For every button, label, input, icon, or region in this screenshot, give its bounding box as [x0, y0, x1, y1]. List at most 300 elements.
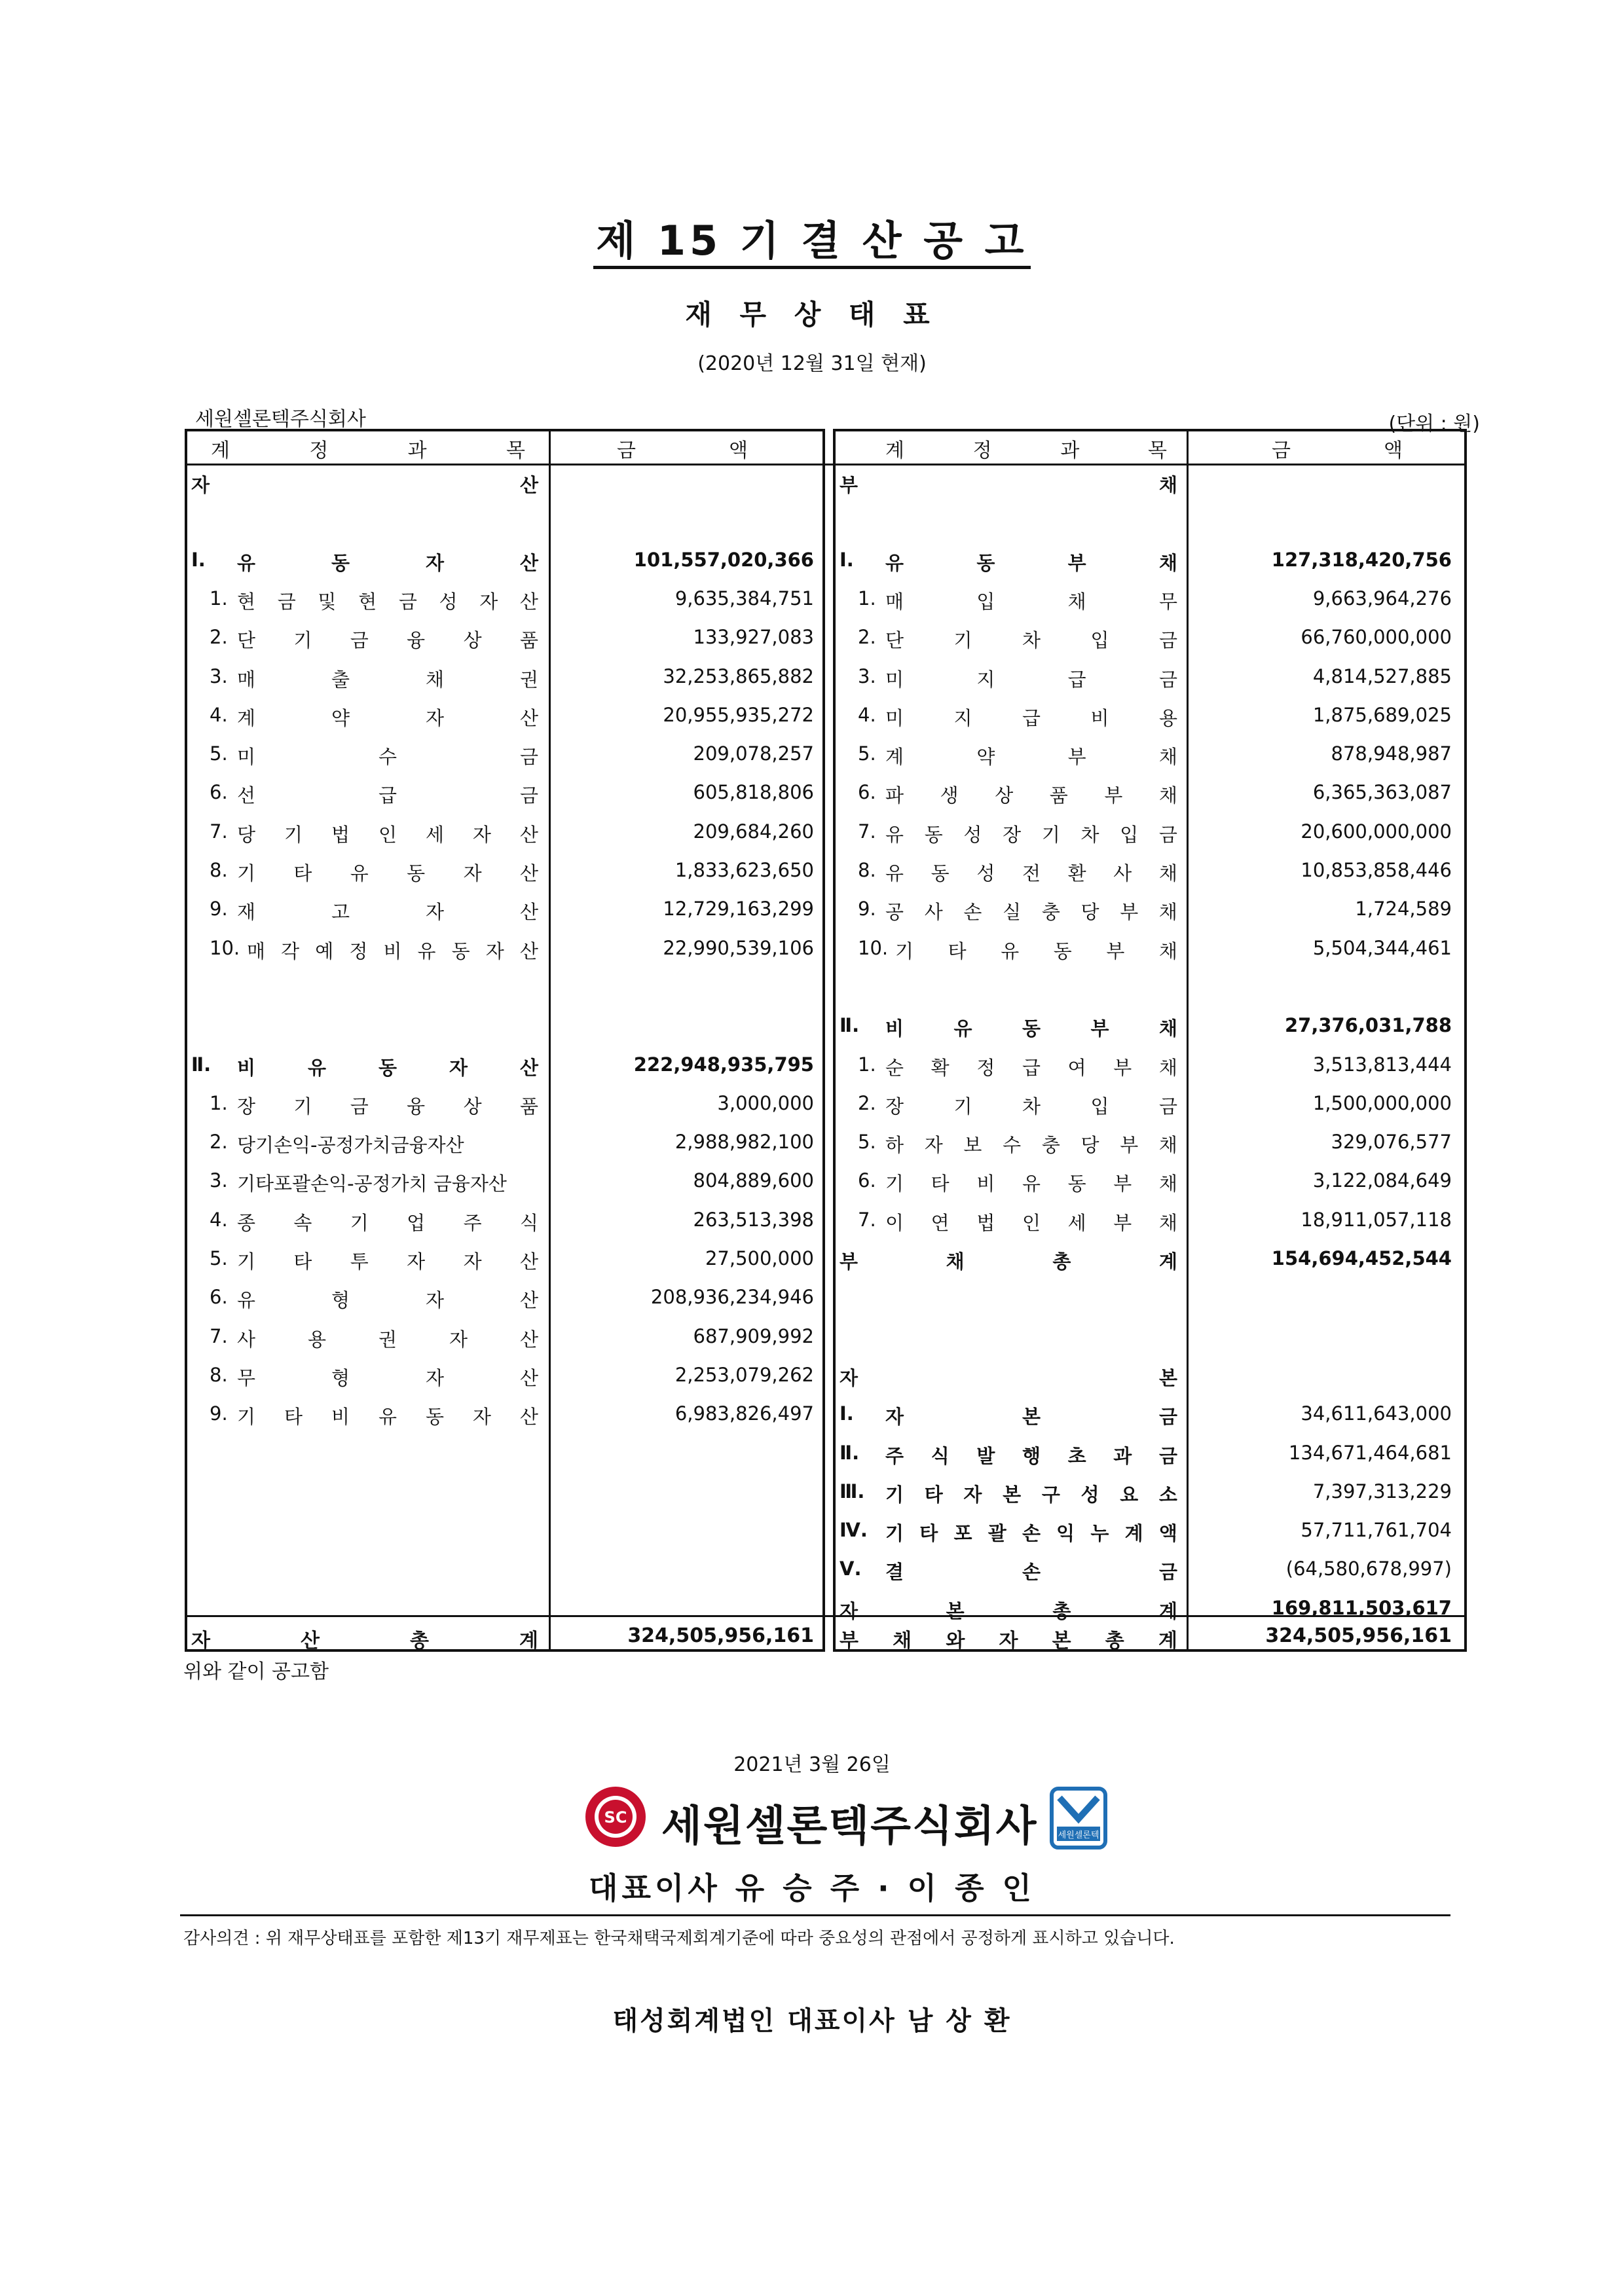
row-index: 7.	[858, 1208, 876, 1231]
label-char: 단	[237, 629, 256, 652]
row-index: Ⅳ.	[840, 1519, 868, 1542]
label-char: 기	[237, 1406, 256, 1429]
label-char: 기	[237, 1250, 256, 1273]
label-char: 인	[1022, 1211, 1041, 1234]
label-char: 산	[519, 1406, 538, 1429]
label-char: 동	[1022, 1017, 1041, 1040]
label-char: 상	[995, 784, 1014, 807]
amount-value: 12,729,163,299	[663, 898, 814, 920]
label-char: 비	[1090, 706, 1109, 729]
row-index: 5.	[210, 1247, 228, 1269]
label-char: 정	[349, 939, 368, 962]
account-label	[885, 626, 1177, 653]
row-index: 8.	[858, 859, 876, 881]
label-char: 융	[407, 629, 426, 652]
total-assets-label-text	[191, 1624, 538, 1653]
total-liab-equity-amount: 324,505,956,161	[1265, 1624, 1452, 1647]
label-char: 파	[885, 784, 904, 807]
row-index: Ⅱ.	[840, 1014, 860, 1037]
amount-value: 1,833,623,650	[674, 859, 814, 881]
label-char: 구	[1041, 1483, 1060, 1506]
label-char: 무	[237, 1366, 256, 1389]
amount-value: 6,983,826,497	[674, 1402, 814, 1425]
label-char: 타	[284, 1406, 303, 1429]
label-char: 확	[931, 1056, 950, 1079]
amount-value: 20,600,000,000	[1301, 820, 1452, 843]
account-label	[237, 1402, 538, 1429]
label-char: 사	[1113, 862, 1132, 884]
account-label	[247, 937, 538, 964]
amount-value: 32,253,865,882	[663, 665, 814, 687]
label-char: 자	[840, 1599, 858, 1622]
label-char: 매	[237, 668, 256, 691]
account-label	[237, 1169, 538, 1196]
label-char: 공	[885, 901, 904, 924]
account-label	[885, 1519, 1177, 1546]
row-index: 7.	[210, 1324, 228, 1347]
label-char: 괄	[987, 1522, 1006, 1545]
header-rule	[185, 464, 1467, 465]
label-char: 동	[924, 823, 943, 846]
label-char: 금	[1158, 1561, 1177, 1584]
label-char: 계	[1158, 1250, 1177, 1273]
audit-opinion: 감사의견 : 위 재무상태표를 포함한 제13기 재무제표는 한국채택국제회계기준에 따라 중요성의 관점에서 공정하게 표시하고 있습니다.	[183, 1929, 1175, 1948]
label-char: 입	[1120, 823, 1139, 846]
announcement-note: 위와 같이 공고함	[183, 1660, 329, 1683]
account-label	[237, 781, 538, 808]
row-index: 4.	[210, 703, 228, 726]
label-char: 차	[1022, 1095, 1041, 1118]
amount-value: 20,955,935,272	[663, 703, 814, 726]
statement-title: 재 무 상 태 표	[685, 299, 939, 331]
label-char: 약	[331, 706, 350, 729]
balance-sheet-table	[185, 429, 1467, 1652]
row-index: 10.	[858, 936, 889, 959]
label-char: 산	[519, 590, 538, 613]
account-label	[885, 859, 1177, 886]
label-char: 채	[425, 668, 444, 691]
label-char: 타	[293, 1250, 312, 1273]
label-char: 동	[407, 862, 426, 884]
label-char: 주	[885, 1444, 904, 1467]
label-char: 금	[519, 746, 538, 769]
label-char: 자	[463, 1250, 482, 1273]
left-col-amount-header: 금 액	[617, 439, 748, 462]
label-char: 기	[953, 629, 972, 652]
label-char: 행	[1022, 1444, 1041, 1467]
label-char: 충	[1041, 901, 1060, 924]
label-char: 입	[976, 590, 995, 613]
row-index: 4.	[210, 1208, 228, 1231]
label-char: 채	[1158, 1173, 1177, 1195]
label-char: 부	[1067, 551, 1086, 574]
amount-value: 1,500,000,000	[1312, 1091, 1452, 1114]
label-char: 채	[1158, 939, 1177, 962]
label-char: 동	[331, 551, 350, 574]
label-char: 자	[425, 901, 444, 924]
label-char: 채	[1158, 551, 1177, 574]
label-char: 계	[885, 746, 904, 769]
label-char: 성	[976, 862, 995, 884]
label-char: 자	[963, 1483, 982, 1506]
label-char: 채	[1158, 1211, 1177, 1234]
amount-value: 2,253,079,262	[674, 1363, 814, 1386]
amount-value: 9,635,384,751	[674, 587, 814, 610]
label-char: 금	[1158, 629, 1177, 652]
label-char: 부	[1106, 939, 1125, 962]
account-label	[885, 1092, 1177, 1119]
label-char: 자	[999, 1630, 1018, 1652]
account-label	[237, 1053, 538, 1080]
label-char: 산	[519, 1056, 538, 1079]
label-char: 자	[472, 1406, 491, 1429]
label-text: 기타포괄손익-공정가치 금융자산	[237, 1173, 507, 1195]
account-label	[237, 820, 538, 847]
label-char: 금	[350, 629, 369, 652]
label-char: 당	[237, 823, 256, 846]
label-char: 기	[237, 862, 256, 884]
label-char: 비	[976, 1173, 995, 1195]
label-char: 계	[1158, 1599, 1177, 1622]
label-char: 자	[840, 1366, 858, 1389]
label-char: 품	[519, 629, 538, 652]
amount-value: 22,990,539,106	[663, 936, 814, 959]
row-index: 6.	[858, 1169, 876, 1192]
label-char: 타	[948, 939, 967, 962]
label-char: 매	[247, 939, 266, 962]
account-label	[885, 704, 1177, 731]
label-char: 부	[1120, 901, 1139, 924]
account-label	[885, 665, 1177, 692]
label-char: 부	[1113, 1173, 1132, 1195]
account-label	[885, 549, 1177, 575]
account-label	[885, 1442, 1177, 1468]
label-char: 채	[1158, 1056, 1177, 1079]
label-char: 유	[953, 1017, 972, 1040]
row-index: Ⅴ.	[840, 1558, 862, 1580]
row-index: Ⅱ.	[840, 1441, 860, 1464]
amount-value: 3,513,813,444	[1312, 1053, 1452, 1076]
label-char: 익	[1056, 1522, 1075, 1545]
label-char: 자	[479, 590, 498, 613]
label-char: 산	[519, 1328, 538, 1351]
label-char: 채	[1158, 1134, 1177, 1157]
label-char: 유	[378, 1406, 397, 1429]
label-char: 유	[417, 939, 436, 962]
label-char: 손	[1022, 1522, 1041, 1545]
label-char: 계	[519, 1630, 538, 1652]
company-logo	[583, 1784, 648, 1850]
left-col-separator	[549, 429, 551, 1652]
account-label	[840, 1247, 1177, 1274]
right-col-separator	[1187, 429, 1189, 1652]
row-index: 2.	[210, 626, 228, 649]
label-char: 부	[1067, 746, 1086, 769]
company-brand-name: 세원셀론텍주식회사	[661, 1802, 1038, 1851]
as-of-date: (2020년 12월 31일 현재)	[697, 352, 927, 375]
label-char: 자	[191, 1630, 210, 1652]
label-char: 금	[277, 590, 296, 613]
label-char: 비	[237, 1056, 256, 1079]
label-char: 하	[885, 1134, 904, 1157]
auditor-signature: 태성회계법인 대표이사 남 상 환	[612, 2006, 1012, 2036]
label-char: 산	[519, 1250, 538, 1273]
row-index: 3.	[210, 1169, 228, 1192]
label-char: 형	[331, 1289, 350, 1312]
row-index: 9.	[210, 1402, 228, 1425]
account-label	[237, 1364, 538, 1391]
account-label	[237, 1247, 538, 1274]
amount-value: 57,711,761,704	[1301, 1519, 1452, 1542]
amount-value: 7,397,313,229	[1312, 1480, 1452, 1503]
representative-names: 대표이사 유 승 주 · 이 종 인	[589, 1870, 1035, 1906]
row-index: 2.	[858, 1091, 876, 1114]
label-char: 기	[885, 1522, 904, 1545]
label-char: 실	[1003, 901, 1022, 924]
label-char: 권	[519, 668, 538, 691]
label-char: 채	[1158, 1017, 1177, 1040]
label-char: 금	[1158, 1406, 1177, 1429]
label-char: 기	[885, 1173, 904, 1195]
row-index: 10.	[210, 936, 240, 959]
amount-value: 66,760,000,000	[1301, 626, 1452, 649]
label-char: 충	[1041, 1134, 1060, 1157]
label-char: 장	[885, 1095, 904, 1118]
amount-value: 329,076,577	[1331, 1131, 1452, 1154]
label-char: 차	[1022, 629, 1041, 652]
label-char: 동	[378, 1056, 397, 1079]
amount-value: 154,694,452,544	[1271, 1247, 1452, 1269]
label-char: 선	[237, 784, 256, 807]
row-index: 6.	[858, 781, 876, 804]
label-char: 자	[449, 1328, 468, 1351]
label-char: 급	[378, 784, 397, 807]
label-char: 유	[237, 551, 256, 574]
account-label	[885, 1402, 1177, 1429]
amount-value: 2,988,982,100	[674, 1131, 814, 1154]
amount-value: 4,814,527,885	[1312, 665, 1452, 687]
document-title: 제 15 기 결 산 공 고	[0, 208, 1624, 266]
right-col-account-header: 계 정 과 목	[885, 439, 1167, 462]
account-label	[237, 898, 538, 924]
label-char: 동	[976, 551, 995, 574]
label-char: 미	[237, 746, 256, 769]
label-char: 약	[976, 746, 995, 769]
label-char: 동	[425, 1406, 444, 1429]
label-char: 산	[519, 474, 538, 496]
label-char: 타	[931, 1173, 950, 1195]
left-col-account-header: 계 정 과 목	[211, 439, 525, 462]
label-char: 품	[1049, 784, 1068, 807]
label-char: 유	[885, 823, 904, 846]
label-char: 금	[350, 1095, 369, 1118]
total-assets-label	[191, 1624, 538, 1653]
account-label	[885, 1480, 1177, 1507]
label-char: 유	[237, 1289, 256, 1312]
label-char: 품	[519, 1095, 538, 1118]
label-char: 기	[293, 629, 312, 652]
label-char: 계	[1124, 1522, 1143, 1545]
row-index: 1.	[858, 1053, 876, 1076]
label-char: 총	[410, 1630, 429, 1652]
amount-value: 878,948,987	[1331, 742, 1452, 765]
account-label	[237, 1131, 538, 1157]
label-char: 금	[398, 590, 417, 613]
label-char: 상	[463, 629, 482, 652]
label-char: 손	[963, 901, 982, 924]
amount-value: 687,909,992	[693, 1324, 814, 1347]
label-char: 산	[519, 901, 538, 924]
row-index: 4.	[858, 703, 876, 726]
label-char: 자	[463, 862, 482, 884]
account-label	[237, 1209, 538, 1235]
label-char: 산	[519, 939, 538, 962]
account-label	[885, 1169, 1177, 1196]
amount-value: 9,663,964,276	[1312, 587, 1452, 610]
label-char: 채	[1158, 901, 1177, 924]
label-char: 금	[1158, 668, 1177, 691]
label-char: 비	[331, 1406, 350, 1429]
label-char: 발	[976, 1444, 995, 1467]
label-char: 유	[1001, 939, 1020, 962]
label-char: 자	[425, 706, 444, 729]
label-char: 사	[237, 1328, 256, 1351]
label-char: 매	[885, 590, 904, 613]
label-char: 식	[519, 1211, 538, 1234]
label-char: 자	[449, 1056, 468, 1079]
label-char: 요	[1120, 1483, 1139, 1506]
row-index: 8.	[210, 859, 228, 881]
label-char: 동	[1053, 939, 1072, 962]
label-char: 성	[1080, 1483, 1099, 1506]
amount-value: 134,671,464,681	[1288, 1441, 1452, 1464]
label-char: 부	[840, 1250, 858, 1273]
label-char: 금	[1158, 823, 1177, 846]
label-char: 채	[1067, 590, 1086, 613]
label-char: 부	[840, 1630, 858, 1652]
label-char: 미	[885, 668, 904, 691]
label-char: 유	[885, 862, 904, 884]
account-label	[885, 1209, 1177, 1235]
label-char: 주	[463, 1211, 482, 1234]
row-index: 8.	[210, 1363, 228, 1386]
company-name: 세원셀론텍주식회사	[195, 408, 366, 431]
total-liab-equity-label	[840, 1624, 1177, 1653]
label-char: 비	[885, 1017, 904, 1040]
row-index: 5.	[210, 742, 228, 765]
label-char: 용	[1158, 706, 1177, 729]
label-char: 동	[931, 862, 950, 884]
row-index: 1.	[858, 587, 876, 610]
total-liab-equity-label-text	[840, 1624, 1177, 1653]
amount-value: 209,684,260	[693, 820, 814, 843]
label-char: 부	[1113, 1211, 1132, 1234]
account-label	[885, 898, 1177, 924]
footer-rule	[180, 1914, 1450, 1916]
label-char: 과	[1113, 1444, 1132, 1467]
total-assets-amount: 324,505,956,161	[627, 1624, 814, 1647]
label-char: 부	[1113, 1056, 1132, 1079]
label-char: 환	[1067, 862, 1086, 884]
label-char: 속	[293, 1211, 312, 1234]
row-index: 1.	[210, 1091, 228, 1114]
label-char: 자	[472, 823, 491, 846]
label-char: 자	[885, 1406, 904, 1429]
amount-value: 208,936,234,946	[650, 1286, 814, 1309]
label-char: 유	[885, 551, 904, 574]
right-col-amount-header: 금 액	[1272, 439, 1403, 462]
label-char: 채	[946, 1250, 965, 1273]
label-char: 세	[1067, 1211, 1086, 1234]
label-char: 상	[463, 1095, 482, 1118]
label-char: 유	[350, 862, 369, 884]
label-char: 세	[425, 823, 444, 846]
row-index: 2.	[858, 626, 876, 649]
amount-value: 27,500,000	[705, 1247, 814, 1269]
amount-value: 222,948,935,795	[633, 1053, 814, 1076]
label-char: 채	[1158, 862, 1177, 884]
row-index: Ⅰ.	[191, 548, 206, 571]
label-char: 미	[885, 706, 904, 729]
row-index: Ⅲ.	[840, 1480, 865, 1503]
label-char: 자	[191, 474, 210, 496]
label-char: 법	[331, 823, 350, 846]
label-char: 단	[885, 629, 904, 652]
label-char: 계	[237, 706, 256, 729]
account-label	[895, 937, 1177, 964]
label-char: 고	[331, 901, 350, 924]
account-label	[885, 781, 1177, 808]
account-label	[191, 471, 538, 498]
label-char: 연	[931, 1211, 950, 1234]
label-char: 부	[1120, 1134, 1139, 1157]
label-char: 용	[307, 1328, 326, 1351]
label-char: 자	[425, 551, 444, 574]
label-char: 식	[931, 1444, 950, 1467]
label-char: 채	[1158, 746, 1177, 769]
label-char: 기	[350, 1211, 369, 1234]
label-char: 기	[284, 823, 303, 846]
label-char: 입	[1090, 1095, 1109, 1118]
account-label	[237, 587, 538, 614]
label-char: 사	[924, 901, 943, 924]
account-label	[885, 820, 1177, 847]
label-char: 부	[1090, 1017, 1109, 1040]
amount-value: 27,376,031,788	[1284, 1014, 1452, 1037]
label-char: 법	[976, 1211, 995, 1234]
row-index: 7.	[858, 820, 876, 843]
account-label	[885, 1053, 1177, 1080]
account-label	[840, 471, 1177, 498]
label-char: 산	[519, 862, 538, 884]
account-label	[237, 665, 538, 692]
label-char: 출	[331, 668, 350, 691]
amount-value: 5,504,344,461	[1312, 936, 1452, 959]
label-char: 누	[1090, 1522, 1109, 1545]
label-char: 초	[1067, 1444, 1086, 1467]
label-char: 산	[519, 706, 538, 729]
label-char: 기	[1041, 823, 1060, 846]
label-char: 계	[1158, 1630, 1177, 1652]
label-char: 유	[307, 1056, 326, 1079]
row-index: 9.	[858, 898, 876, 920]
amount-value: 34,611,643,000	[1301, 1402, 1452, 1425]
account-label	[885, 1131, 1177, 1157]
seal-text: 세원셀론텍	[1058, 1831, 1099, 1840]
label-char: 종	[237, 1211, 256, 1234]
unit-label: (단위 : 원)	[1388, 412, 1480, 435]
amount-value: 101,557,020,366	[633, 548, 814, 571]
